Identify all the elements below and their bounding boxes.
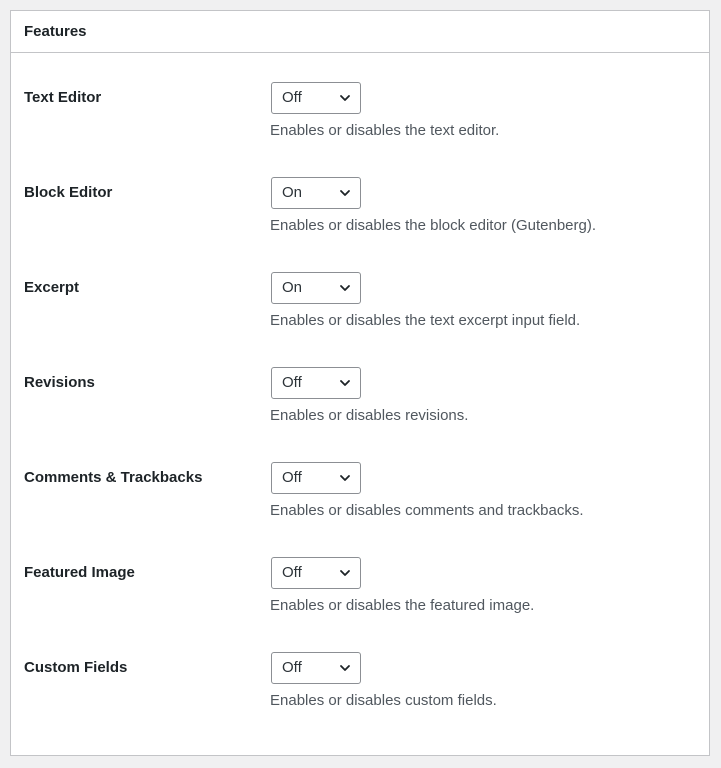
chevron-down-icon — [339, 472, 351, 484]
feature-row-featured-image — [11, 528, 709, 623]
feature-label: Text Editor — [24, 89, 102, 106]
feature-label: Revisions — [24, 374, 95, 391]
feature-label: Featured Image — [24, 564, 135, 581]
chevron-down-icon — [339, 377, 351, 389]
feature-description: Enables or disables revisions. — [270, 407, 469, 424]
feature-row-revisions — [11, 338, 709, 433]
select-value: On — [282, 279, 303, 296]
feature-label: Custom Fields — [24, 659, 128, 676]
chevron-down-icon — [339, 187, 351, 199]
feature-description: Enables or disables comments and trackbacks. — [270, 502, 584, 519]
panel-header — [11, 11, 709, 53]
feature-description: Enables or disables the block editor (Gutenberg). — [270, 217, 597, 234]
feature-description: Enables or disables the text editor. — [270, 122, 500, 139]
feature-label: Excerpt — [24, 279, 80, 296]
custom-fields-select[interactable] — [271, 652, 361, 684]
block-editor-select[interactable] — [271, 177, 361, 209]
feature-description: Enables or disables the featured image. — [270, 597, 535, 614]
chevron-down-icon — [339, 662, 351, 674]
feature-description: Enables or disables custom fields. — [270, 692, 497, 709]
revisions-select[interactable] — [271, 367, 361, 399]
feature-description: Enables or disables the text excerpt input field. — [270, 312, 581, 329]
comments-trackbacks-select[interactable] — [271, 462, 361, 494]
chevron-down-icon — [339, 567, 351, 579]
select-value: On — [282, 184, 303, 201]
excerpt-select[interactable] — [271, 272, 361, 304]
select-value: Off — [282, 659, 302, 676]
features-panel — [10, 10, 710, 756]
feature-label: Comments & Trackbacks — [24, 469, 203, 486]
select-value: Off — [282, 374, 302, 391]
feature-row-excerpt — [11, 243, 709, 338]
text-editor-select[interactable] — [271, 82, 361, 114]
select-value: Off — [282, 564, 302, 581]
feature-row-block-editor — [11, 148, 709, 243]
panel-title: Features — [24, 22, 87, 40]
select-value: Off — [282, 89, 302, 106]
featured-image-select[interactable] — [271, 557, 361, 589]
chevron-down-icon — [339, 282, 351, 294]
select-value: Off — [282, 469, 302, 486]
feature-row-comments-trackbacks — [11, 433, 709, 528]
chevron-down-icon — [339, 92, 351, 104]
feature-row-custom-fields — [11, 623, 709, 718]
feature-label: Block Editor — [24, 184, 113, 201]
feature-row-text-editor — [11, 53, 709, 148]
